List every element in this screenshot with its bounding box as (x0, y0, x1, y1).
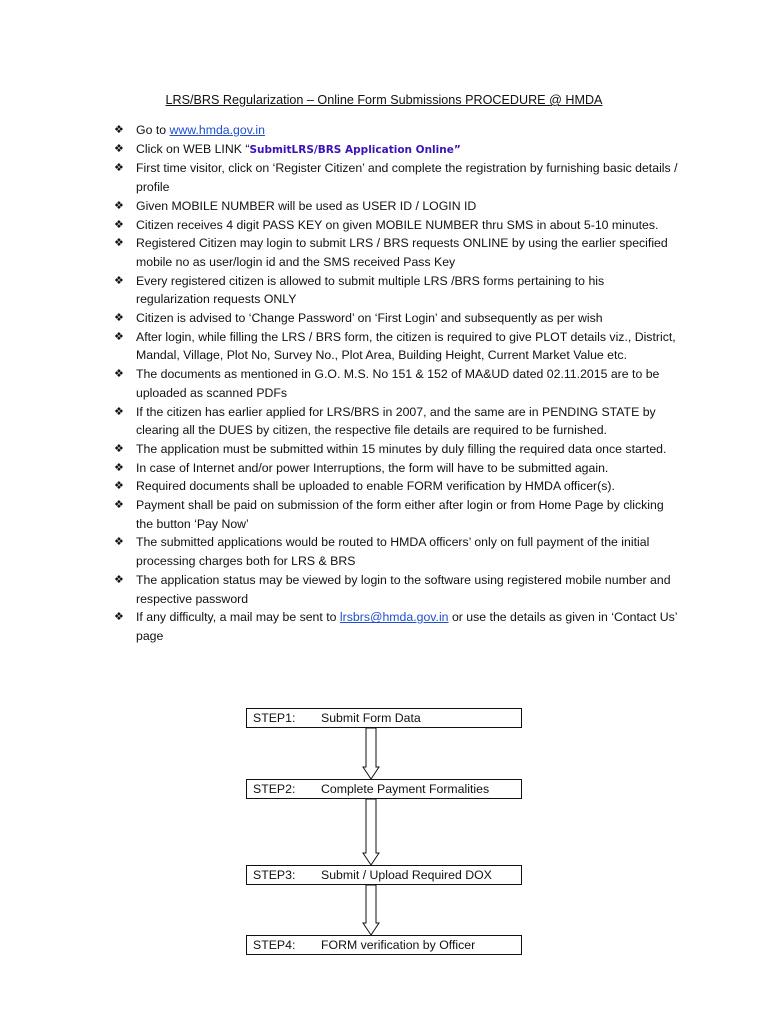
diamond-bullet-icon: ❖ (114, 499, 124, 512)
diamond-bullet-icon: ❖ (114, 218, 124, 231)
item-text: Registered Citizen may login to submit LRS / BRS requests ONLINE by using the earlier specified mobile no as user/login id and the SMS received Pass Key (136, 236, 668, 269)
list-item (111, 365, 681, 402)
web-link-name: SubmitLRS/BRS Application Online” (249, 143, 461, 156)
email-link[interactable]: lrsbrs@hmda.gov.in (339, 610, 449, 625)
list-item (111, 403, 681, 440)
diamond-bullet-icon: ❖ (114, 237, 124, 250)
item-text: The documents as mentioned in G.O. M.S. No 151 & 152 of MA&UD dated 02.11.2015 are to be uploaded as scanned PDFs (136, 367, 660, 400)
diamond-bullet-icon: ❖ (114, 199, 124, 212)
list-item (111, 533, 681, 570)
list-item (111, 459, 681, 478)
flow-step-2 (246, 779, 522, 799)
diamond-bullet-icon: ❖ (114, 162, 124, 175)
list-item (111, 477, 681, 496)
list-item (111, 571, 681, 608)
down-arrow-icon (363, 799, 379, 865)
list-item (111, 140, 681, 160)
item-text: The application must be submitted within 15 minutes by duly filling the required data once started. (136, 441, 667, 456)
list-item (111, 197, 681, 216)
website-link[interactable]: www.hmda.gov.in (169, 123, 265, 137)
diamond-bullet-icon: ❖ (114, 274, 124, 287)
item-text: In case of Internet and/or power Interruptions, the form will have to be submitted again. (136, 460, 609, 475)
list-item (111, 440, 681, 459)
down-arrow-icon (363, 885, 379, 935)
diamond-bullet-icon: ❖ (114, 124, 124, 136)
flow-step-1 (246, 708, 522, 728)
step-label: FORM verification by Officer (321, 938, 476, 952)
item-text: Go to (136, 123, 170, 137)
item-text: Payment shall be paid on submission of the form either after login or from Home Page by clicking the button ‘Pay Now’ (136, 498, 664, 531)
item-text: After login, while filling the LRS / BRS form, the citizen is required to give PLOT details viz., District, Mandal, Village, Plot No, Survey No., Plot Area, Building Height, Current Market Value etc. (136, 329, 676, 363)
list-item (111, 216, 681, 235)
item-text: Given MOBILE NUMBER will be used as USER ID / LOGIN ID (136, 198, 477, 213)
diamond-bullet-icon: ❖ (114, 312, 124, 325)
item-text-after: or use the details as given in ‘Contact Us’ page (136, 610, 678, 643)
down-arrow-icon (363, 728, 379, 779)
list-item (111, 234, 681, 271)
page-title: LRS/BRS Regularization – Online Form Submissions PROCEDURE @ HMDA (165, 93, 603, 107)
diamond-bullet-icon: ❖ (114, 142, 124, 155)
item-text: If the citizen has earlier applied for LRS/BRS in 2007, and the same are in PENDING STATE by clearing all the DUES by citizen, the respective file details are required to be furnished. (136, 404, 656, 438)
diamond-bullet-icon: ❖ (114, 368, 124, 381)
step-label: Submit / Upload Required DOX (321, 868, 492, 882)
item-text: Required documents shall be uploaded to enable FORM verification by HMDA officer(s). (136, 479, 615, 494)
list-item (111, 159, 681, 196)
diamond-bullet-icon: ❖ (114, 405, 124, 418)
list-item (111, 309, 681, 328)
step-number: STEP2: (253, 782, 296, 796)
step-label: Complete Payment Formalities (321, 782, 490, 796)
item-text: Citizen receives 4 digit PASS KEY on given MOBILE NUMBER thru SMS in about 5-10 minutes. (136, 217, 659, 232)
diamond-bullet-icon: ❖ (114, 573, 124, 586)
list-item (111, 121, 681, 140)
item-text: First time visitor, click on ‘Register Citizen’ and complete the registration by furnishing basic details / profile (136, 161, 678, 195)
item-text: If any difficulty, a mail may be sent to (136, 610, 340, 625)
step-label: Submit Form Data (321, 711, 421, 725)
list-item (111, 608, 681, 645)
diamond-bullet-icon: ❖ (114, 611, 124, 624)
item-text: The submitted applications would be routed to HMDA officers’ only on full payment of the initial processing charges both for LRS & BRS (136, 535, 650, 569)
diamond-bullet-icon: ❖ (114, 330, 124, 343)
list-item (111, 328, 681, 365)
list-item (111, 496, 681, 533)
diamond-bullet-icon: ❖ (114, 461, 124, 474)
list-item (111, 272, 681, 309)
step-number: STEP4: (253, 938, 296, 952)
step-number: STEP1: (253, 711, 296, 725)
item-text: The application status may be viewed by login to the software using registered mobile number and respective password (136, 572, 671, 606)
flow-step-3 (246, 865, 522, 885)
item-text: Click on WEB LINK “ (136, 141, 250, 156)
diamond-bullet-icon: ❖ (114, 480, 124, 493)
diamond-bullet-icon: ❖ (114, 442, 124, 455)
flow-step-4 (246, 935, 522, 955)
diamond-bullet-icon: ❖ (114, 536, 124, 549)
item-text: Citizen is advised to ‘Change Password’ on ‘First Login’ and subsequently as per wish (136, 311, 603, 326)
procedure-list (111, 121, 681, 646)
step-number: STEP3: (253, 868, 296, 882)
item-text: Every registered citizen is allowed to submit multiple LRS /BRS forms pertaining to his regularization requests ONLY (136, 273, 605, 307)
